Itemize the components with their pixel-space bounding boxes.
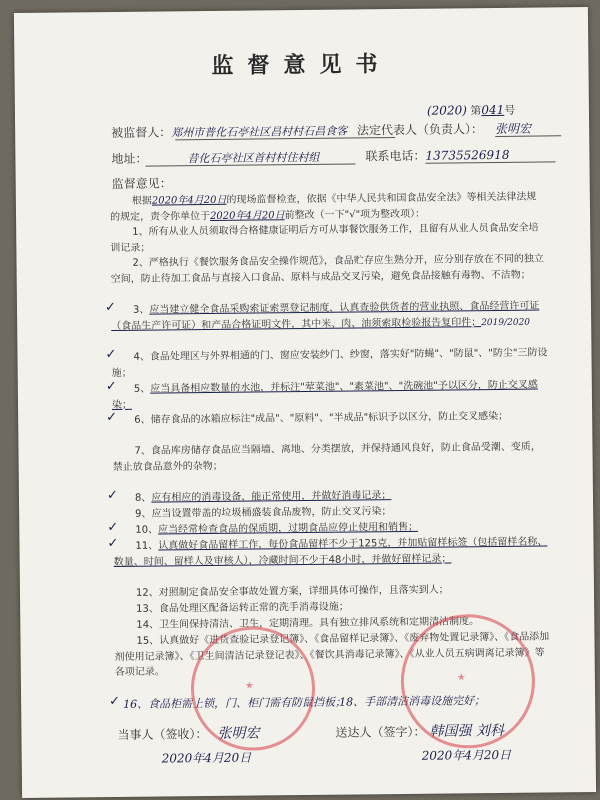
handwritten-item-16: 16、食品柜需上锁，门、柜门需有防鼠挡板； xyxy=(123,695,347,711)
item-text: 应当建立健全食品采购索证索票登记制度，认真查验供货者的营业执照、食品经营许可证（食品生产许可证）和产品合格证明文件，其中米、肉、油须索取检验报告复印件； xyxy=(111,300,540,332)
official-stamp xyxy=(400,614,535,749)
supervised-label: 被监督人： xyxy=(111,125,172,141)
item-note: 2019/2020 xyxy=(481,317,531,328)
list-item: 6、储存食品的冰箱应标注"成品"、"原料"、"半成品"标识予以区分，防止交叉感染； xyxy=(134,410,509,426)
list-item: 8、应有相应的消毒设备，能正常使用，并做好消毒记录； xyxy=(134,490,392,504)
list-item: 11、认真做好食品留样工作，每份食品留样不少于125克，并加贴留样标签（包括留样名称、数量、时间、留样人及审核人），冷藏时间不少于48小时，并做好留样记录； xyxy=(113,536,548,568)
list-item: 7、食品库房储存食品应当隔墙、离地、分类摆放，并保持通风良好，防止食品受潮、变质，禁止放食品意外的杂物； xyxy=(112,441,541,473)
intro-paragraph xyxy=(110,189,546,225)
item-number: 2 xyxy=(132,257,139,269)
list-item: 2、严格执行《餐饮服务食品安全操作规范》，食品贮存应生熟分开，应分别存放在不同的独立空间，防止待加工食品与直接入口食品、原料与成品交叉污染，避免食品接触有毒物、不洁物； xyxy=(110,253,544,285)
intro-date: 2020年4月20日 xyxy=(151,194,227,207)
party-signature: 张明宏 xyxy=(217,725,260,742)
list-item: 13、食品处理区配备运转正常的洗手消毒设施； xyxy=(136,601,349,615)
stamp-star-icon: ★ xyxy=(456,672,466,684)
item-text: 所有从业人员须取得合格健康证明后方可从事餐饮服务工作，且留有从业人员食品安全培训记录； xyxy=(110,222,539,254)
list-item: 3、应当建立健全食品采购索证索票登记制度，认真查验供货者的营业执照、食品经营许可证（食品生产许可证）和产品合格证明文件，其中米、肉、油须索取检验报告复印件；2019/2020 xyxy=(111,300,540,332)
item-text: 应当设置带盖的垃圾桶盛装食品废物，防止交叉污染； xyxy=(151,506,392,520)
list-item: 12、对照制定食品安全事故处置方案，详细具体可操作，且落实到人； xyxy=(135,584,449,599)
item-text: 食品库房储存食品应当隔墙、离地、分类摆放，并保持通风良好，防止食品受潮、变质，禁止放食品意外的杂物； xyxy=(112,441,541,473)
item-number: 11 xyxy=(135,540,149,552)
item-number: 4 xyxy=(133,351,140,363)
sender-signature: 韩国强 刘科 xyxy=(429,722,505,740)
item-text: 应有相应的消毒设备，能正常使用，并做好消毒记录； xyxy=(151,490,392,504)
item-number: 9 xyxy=(135,508,142,520)
list-item: 15、认真做好《进货查验记录登记簿》、《食品留样记录簿》、《废弃物处置记录簿》、《食品添加剂使用记录簿》、《卫生间清洁记录登记表》、《餐饮具消毒记录簿》、《从业人员五病调离记录簿》等各项记录。 xyxy=(114,631,550,679)
sender-label: 送达人（签字）： xyxy=(335,724,426,740)
legal-rep-underline xyxy=(495,135,561,137)
checkmark-icon: ✓ xyxy=(106,487,118,504)
party-date: 2020年4月20日 xyxy=(161,750,252,766)
legal-rep-value: 张明宏 xyxy=(494,121,532,136)
phone-label: 联系电话： xyxy=(365,148,426,164)
item-text: 应当具备相应数量的水池，并标注"荤菜池"、"素菜池"、"洗碗池"予以区分，防止交叉感染； xyxy=(111,379,538,411)
sender-date: 2020年4月20日 xyxy=(421,747,512,763)
document-title: 监督意见书 xyxy=(211,51,392,79)
item-text: 对照制定食品安全事故处置方案，详细具体可操作，且落实到人； xyxy=(158,584,449,599)
phone-value: 13735526918 xyxy=(425,147,510,163)
intro-deadline: 2020年4月20日 xyxy=(209,209,285,222)
phone-underline xyxy=(425,161,555,163)
item-number: 12 xyxy=(135,587,149,599)
list-item: 14、卫生间保持清洁、卫生，定期清理。具有独立排风系统和定期清洁制度。 xyxy=(136,616,480,631)
item-text: 卫生间保持清洁、卫生，定期清理。具有独立排风系统和定期清洁制度。 xyxy=(158,616,480,631)
item-number: 5 xyxy=(133,383,141,395)
item-number: 3 xyxy=(132,304,140,316)
doc-number xyxy=(427,102,515,119)
list-item: 4、食品处理区与外界相通的门、窗应安装纱门、纱窗，落实好"防蝇"、"防鼠"、"防尘"三防设施； xyxy=(111,347,548,379)
intro-text-1: 根据 xyxy=(131,195,152,207)
legal-rep-label: 法定代表人（负责人）： xyxy=(356,122,484,138)
list-item: 1、所有从业人员须取得合格健康证明后方可从事餐饮服务工作，且留有从业人员食品安全培训记录； xyxy=(110,222,539,254)
party-label: 当事人（签收）： xyxy=(117,727,208,742)
checkmark-icon: ✓ xyxy=(109,693,121,710)
item-number: 14 xyxy=(136,619,150,631)
address-label: 地址： xyxy=(111,151,148,167)
item-number: 13 xyxy=(136,603,149,615)
opinion-label: 监督意见： xyxy=(111,176,172,192)
item-text: 食品处理区配备运转正常的洗手消毒设施； xyxy=(158,601,349,615)
item-number: 1 xyxy=(132,226,139,238)
document-page xyxy=(14,7,596,798)
item-text: 储存食品的冰箱应标注"成品"、"原料"、"半成品"标识予以区分，防止交叉感染； xyxy=(150,410,509,426)
doc-number-prefix: 第 xyxy=(470,104,482,118)
list-item: 9、应当设置带盖的垃圾桶盛装食品废物，防止交叉污染； xyxy=(135,506,392,520)
list-item: 10、应当经常检查食品的保质期，过期食品应停止使用和销售； xyxy=(135,521,419,536)
item-text: 应当经常检查食品的保质期，过期食品应停止使用和销售； xyxy=(158,521,419,536)
checkmark-icon: ✓ xyxy=(105,378,117,395)
item-text: 认真做好食品留样工作，每份食品留样不少于125克，并加贴留样标签（包括留样名称、数量、时间、留样人及审核人），冷藏时间不少于48小时，并做好留样记录； xyxy=(113,536,548,568)
item-text: 认真做好《进货查验记录登记簿》、《食品留样记录簿》、《废弃物处置记录簿》、《食品添加剂使用记录簿》、《卫生间清洁记录登记表》、《餐饮具消毒记录簿》、《从业人员五病调离记录簿》等各项记录。 xyxy=(114,631,550,679)
checkmark-icon: ✓ xyxy=(105,346,117,363)
checkmark-icon: ✓ xyxy=(106,409,118,426)
intro-text-2: 的现场监督检查，依据《中华人民共和国食品安全法》等相关法律法规的规定，责令你单位于 xyxy=(109,191,537,223)
item-number: 15 xyxy=(136,635,150,647)
item-number: 6 xyxy=(134,414,141,426)
address-value: 昔化石亭社区首村村住村组 xyxy=(187,150,320,166)
intro-text-3: 前整改（一下"√"项为整改项）： xyxy=(284,208,426,221)
handwritten-item-18: 18、手部清洁消毒设施完好； xyxy=(339,694,486,709)
supervised-value: 郑州市普化石亭社区昌村村石昌食客 xyxy=(171,124,348,140)
item-text: 严格执行《餐饮服务食品安全操作规范》，食品贮存应生熟分开，应分别存放在不同的独立空间，防止待加工食品与直接入口食品、原料与成品交叉污染，避免食品接触有毒物、不洁物； xyxy=(110,253,544,285)
checkmark-icon: ✓ xyxy=(107,535,119,552)
list-item: 5、应当具备相应数量的水池，并标注"荤菜池"、"素菜池"、"洗碗池"予以区分，防止交叉感染； xyxy=(111,379,538,411)
doc-year: (2020) xyxy=(426,103,467,118)
doc-number-value: 041 xyxy=(481,102,505,118)
checkmark-icon: ✓ xyxy=(107,519,119,536)
doc-number-suffix: 号 xyxy=(504,103,516,117)
item-text: 食品处理区与外界相通的门、窗应安装纱门、纱窗，落实好"防蝇"、"防鼠"、"防尘"三防设施； xyxy=(111,347,548,379)
checkmark-icon: ✓ xyxy=(104,299,116,316)
item-number: 10 xyxy=(135,524,149,536)
item-number: 8 xyxy=(134,492,142,504)
stamp-star-icon: ★ xyxy=(244,680,254,692)
item-number: 7 xyxy=(134,445,141,457)
